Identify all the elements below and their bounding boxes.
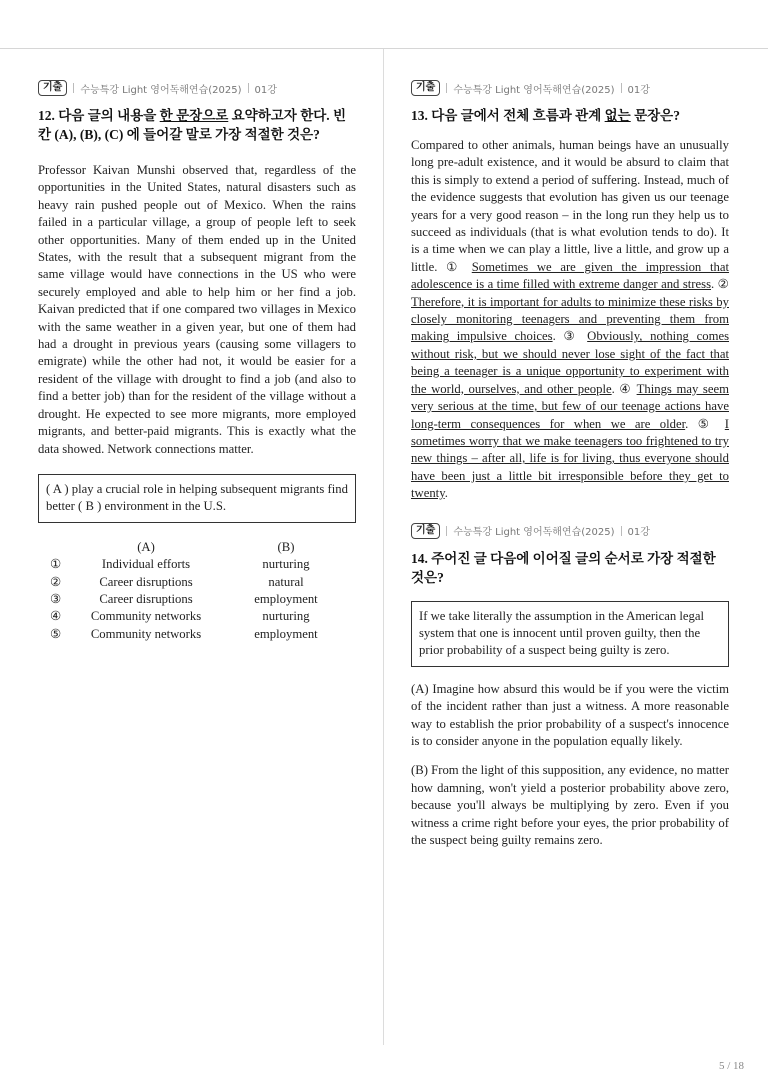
passage: Professor Kaivan Munshi observed that, regardless of the opportunities in the United States, natural disasters such as heavy rain pushed people out of Mexico. When the rains failed in a particular village, a group of people left to seek other opportunities. Many of them ended up in the United States, with the result that a subsequent migrant from the same village would have connections in the US who were securely employed and able to help him or her find a job. Kaivan predicted that if one compared two villages in Mexico with the same weather in a given year, but one of them had had a drought in previous years (causing some villagers to emigrate) while the other had not, it would be easier for a resident of the village with drought to find a job (and also to find a better job) than for the resident of the village without a drought. He expected to see more migrants, more employed migrants, and better-paid migrants. This is exactly what the data showed. Network connections matter. [38,163,356,456]
source-label: 수능특강 Light 영어독해연습(2025) [80,84,242,96]
exam-tag: 기출 [411,523,440,539]
header-rule [0,48,768,49]
sentence-3: Obviously, nothing comes without risk, but we should never lose sight of the fact that being a teenager is a unique opportunity to experiment with the world, ourselves, and other people [411,329,730,396]
question-13 [411,80,729,503]
answer-choices [38,539,356,643]
question-title: 14. 주어진 글 다음에 이어질 글의 순서로 가장 적절한 것은? [411,550,716,585]
source-header [411,523,729,539]
sentence-4: Things may seem very serious at the time, but few of our teenage actions have long-term consequences for when we are older [411,381,729,431]
lesson-label: 01강 [254,84,277,96]
source-header [411,80,729,96]
sentence-2: Therefore, it is important for adults to minimize these risks by closely monitoring teenagers and preventing them from making impulsive choices [411,294,729,344]
exam-tag: 기출 [411,80,440,96]
question-14 [411,523,729,850]
question-title: 12. 다음 글의 내용을 한 문장으로 요약하고자 한다. 빈칸 (A), (B), (C) 에 들어갈 말로 가장 적절한 것은? [38,108,347,142]
given-text-box: If we take literally the assumption in the American legal system that one is innocent until proven guilty, then the prior probability of a suspect being guilty is zero. [411,601,729,667]
sentence-1: Sometimes we are given the impression that adolescence is a time filled with extreme danger and stress [411,259,730,292]
choice-1[interactable]: ① Individual efforts nurturing [50,557,310,572]
choice-5[interactable]: ⑤ Community networks employment [50,626,318,641]
paragraph-a: (A) Imagine how absurd this would be if you were the victim of the incident rather than just a witness. A more reasonable way to establish the prior probability of a suspect's innocence is to consider anyone in the population equally likely. [411,681,729,748]
question-title: 13. 다음 글에서 전체 흐름과 관계 없는 문장은? [411,108,680,123]
sentence-5: I sometimes worry that we make teenagers too frightened to try new things – after all, life is for living, thus everyone should have been just a little bit irresponsible before they get to twenty [411,416,730,501]
source-label: 수능특강 Light 영어독해연습(2025) [453,527,615,539]
choices-header: (A) (B) [137,539,295,554]
lesson-label: 01강 [627,527,650,539]
choice-2[interactable]: ② Career disruptions natural [50,574,304,589]
paragraph-b: (B) From the light of this supposition, any evidence, no matter how damning, won't yield a posterior probability above zero, because you'll always be multiplying by zero. Even if you witness a crime right before your eyes, the prior probability of the suspect being guilty remains zero. [411,763,729,847]
passage: Compared to other animals, human beings have an unusually long pre-adult existence, and it would be absurd to claim that this is simply to extend a period of suffering. Instead, much of the evidence suggests that evolution has given us our teenage years for a very good reason – in the long run they help us to succeed as individuals (that is what evolution tends to do). It is a time when we can play a little, live a little, and grow up a little. ① Sometimes we are given the impression that adolescence is a time filled with extreme danger and stress. ② Therefore, it is important for adults to minimize these risks by closely monitoring teenagers and preventing them from making impulsive choices. ③ Obviously, nothing comes without risk, but we should never lose sight of the fact that being a teenager is a unique opportunity to experiment with the world, ourselves, and other people. ④ Things may seem very serious at the time, but few of our teenage actions have long-term consequences for when we are older. ⑤ I sometimes worry that we make teenagers too frightened to try new things – after all, life is for living, thus everyone should have been just a little bit irresponsible before they get to twenty. [411,138,730,501]
column-divider [383,49,384,1045]
choice-4[interactable]: ④ Community networks nurturing [50,609,310,624]
page-number: 5 / 18 [718,1060,744,1072]
summary-box: ( A ) play a crucial role in helping subsequent migrants find better ( B ) environment in the U.S. [38,474,356,523]
choice-3[interactable]: ③ Career disruptions employment [50,591,318,606]
source-label: 수능특강 Light 영어독해연습(2025) [453,84,615,96]
exam-tag: 기출 [38,80,67,96]
lesson-label: 01강 [627,84,650,96]
question-12 [38,80,356,643]
source-header [38,80,356,96]
right-column [411,80,729,849]
